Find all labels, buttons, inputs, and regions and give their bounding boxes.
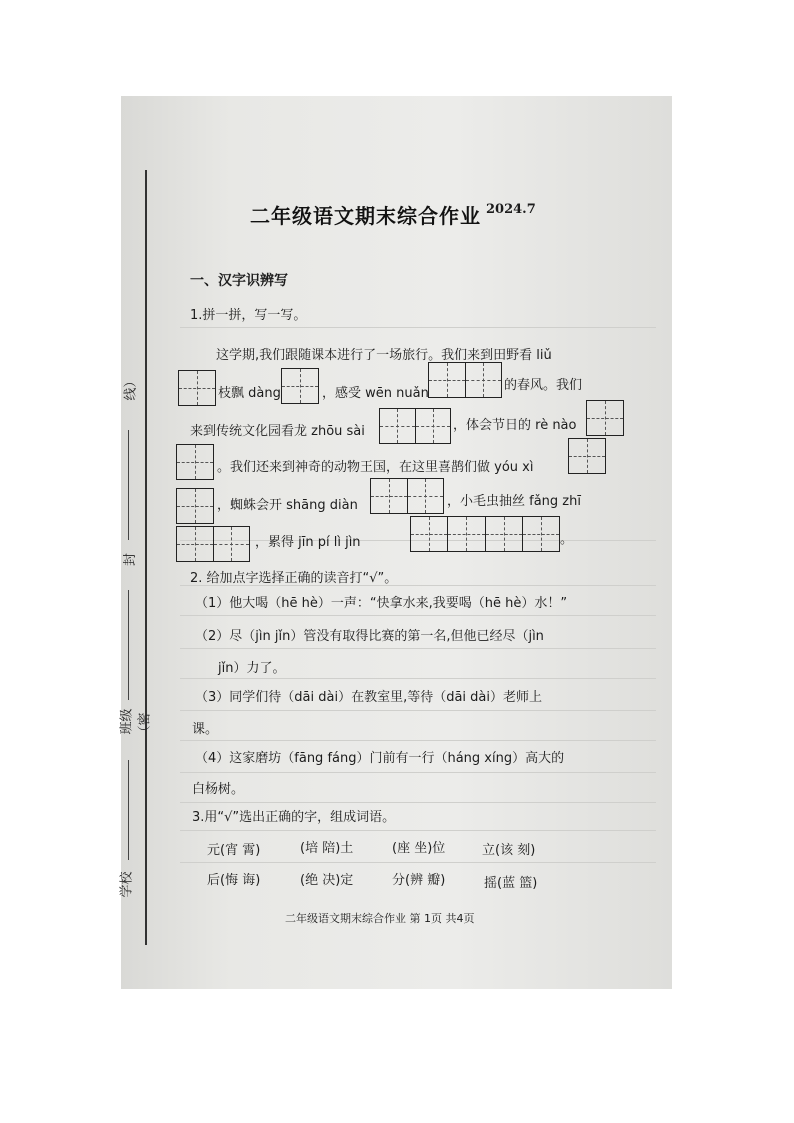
- answer-box-shangdian[interactable]: [370, 478, 444, 514]
- margin-feng-label: 封: [123, 552, 139, 567]
- q2-item-4b: 白杨树。: [192, 782, 245, 797]
- q1-line-4: 。我们还来到神奇的动物王国，在这里喜鹊们做 yóu xì: [217, 460, 534, 475]
- q2-item-2b: jǐn）力了。: [218, 661, 286, 676]
- grid-line: [180, 710, 656, 711]
- margin-school-label: 学校: [119, 871, 135, 898]
- q1-line-1: 这学期,我们跟随课本进行了一场旅行。我们来到田野看 liǔ: [216, 348, 552, 363]
- answer-box-xi[interactable]: [176, 488, 214, 524]
- q3-option[interactable]: 立(该 刻): [482, 843, 536, 858]
- q3-option[interactable]: 元(宵 霄): [207, 843, 261, 858]
- answer-box-dang[interactable]: [281, 368, 319, 404]
- q2-item-3b: 课。: [192, 722, 219, 737]
- answer-box-nao[interactable]: [176, 444, 214, 480]
- fill-line: [128, 430, 129, 540]
- margin-xian-label: 线）: [123, 374, 139, 401]
- page-footer: 二年级语文期末综合作业 第 1页 共4页: [285, 912, 475, 925]
- question-3-label: 3.用“√”选出正确的字，组成词语。: [192, 810, 396, 825]
- answer-box-fangzhi[interactable]: [176, 526, 250, 562]
- grid-line: [180, 615, 656, 616]
- grid-line: [180, 740, 656, 741]
- q1-line-3a: 来到传统文化园看龙 zhōu sài: [190, 424, 365, 439]
- q3-option[interactable]: (绝 决)定: [300, 873, 354, 888]
- grid-line: [180, 772, 656, 773]
- binding-line: [145, 170, 147, 945]
- q2-item-3a: （3）同学们待（dāi dài）在教室里,等待（dāi dài）老师上: [195, 690, 542, 705]
- answer-box-wennuan[interactable]: [428, 362, 502, 398]
- margin-banji-label: 班级: [119, 708, 135, 735]
- page-title: 二年级语文期末综合作业: [250, 204, 481, 228]
- fill-line: [128, 590, 129, 700]
- question-2-label: 2. 给加点字选择正确的读音打“√”。: [190, 571, 398, 586]
- q3-option[interactable]: 分(辨 瓣): [392, 873, 446, 888]
- q1-line-2c: 的春风。我们: [504, 378, 583, 393]
- q3-option[interactable]: 摇(蓝 篮): [484, 876, 538, 891]
- grid-line: [180, 830, 656, 831]
- answer-box-zhousai[interactable]: [379, 408, 451, 444]
- q2-item-4a: （4）这家磨坊（fāng fáng）门前有一行（háng xíng）高大的: [195, 751, 565, 766]
- q3-option[interactable]: (培 陪)土: [300, 841, 354, 856]
- answer-box-you[interactable]: [568, 438, 606, 474]
- answer-box-re[interactable]: [586, 400, 624, 436]
- q1-line-3b: ，体会节日的 rè nào: [453, 418, 577, 433]
- grid-line: [180, 862, 656, 863]
- q3-option[interactable]: (座 坐)位: [392, 841, 446, 856]
- answer-box-jinpilijin[interactable]: [410, 516, 560, 552]
- q1-line-2b: ，感受 wēn nuǎn: [322, 386, 429, 401]
- question-1-label: 1.拼一拼，写一写。: [190, 308, 307, 323]
- q2-item-2a: （2）尽（jìn jǐn）管没有取得比赛的第一名,但他已经尽（jìn: [195, 629, 544, 644]
- q3-option[interactable]: 后(悔 诲): [207, 873, 261, 888]
- title-date: 2024.7: [486, 202, 536, 217]
- fill-line: [128, 760, 129, 860]
- q1-line-5b: ，小毛虫抽丝 fǎng zhī: [447, 494, 581, 509]
- grid-line: [180, 648, 656, 649]
- q1-line-6b: 。: [560, 532, 574, 547]
- grid-line: [180, 802, 656, 803]
- answer-box-liu[interactable]: [178, 370, 216, 406]
- q1-line-6a: ，累得 jīn pí lì jìn: [255, 535, 361, 550]
- grid-line: [180, 327, 656, 328]
- q2-item-1: （1）他大喝（hē hè）一声：“快拿水来,我要喝（hē hè）水！”: [195, 596, 568, 611]
- q1-line-2a: 枝飘 dàng: [218, 386, 281, 401]
- grid-line: [180, 678, 656, 679]
- section-heading: 一、汉字识辨写: [190, 273, 288, 289]
- margin-mi-label: （密: [137, 712, 153, 739]
- q1-line-5a: ，蜘蛛会开 shāng diàn: [217, 498, 358, 513]
